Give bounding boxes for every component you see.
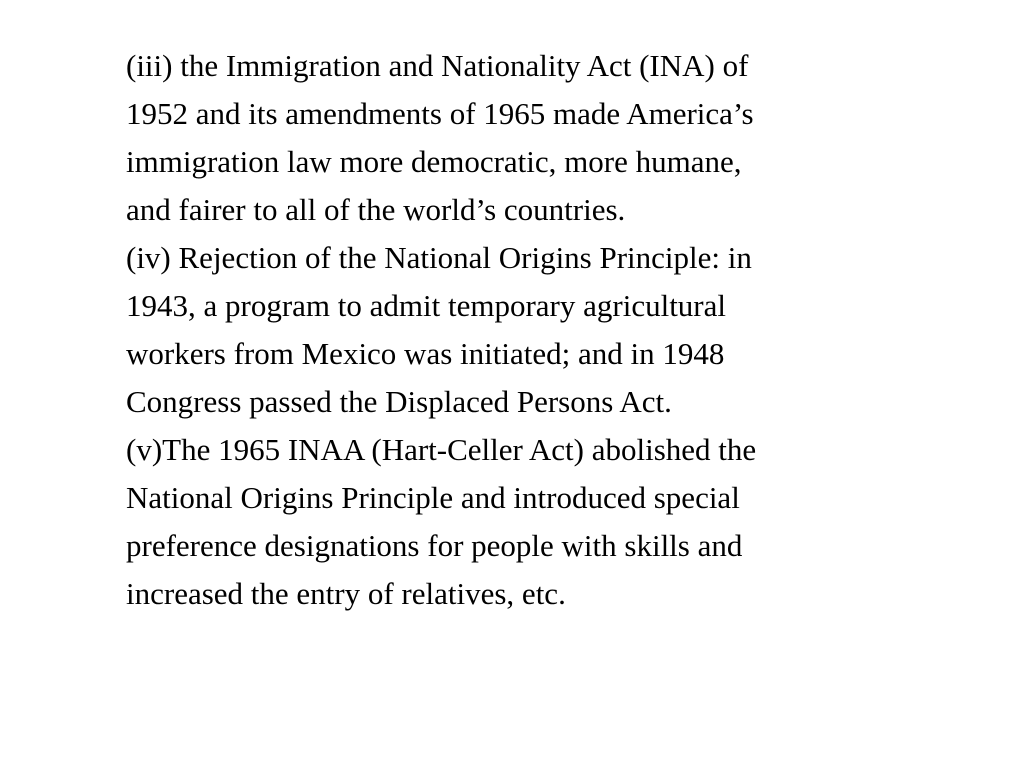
slide-body (126, 42, 956, 618)
paragraph-iii: (iii) the Immigration and Nationality Act (INA) of 1952 and its amendments of 1965 made America’s immigration law more democratic, more humane, and fairer to all of the world’s countries. (126, 48, 754, 227)
paragraph-v: (v)The 1965 INAA (Hart-Celler Act) abolished the National Origins Principle and introduced special preference designations for people with skills and increased the entry of relatives, etc. (126, 432, 757, 611)
paragraph-iv: (iv) Rejection of the National Origins Principle: in 1943, a program to admit temporary agricultural workers from Mexico was initiated; and in 1948 Congress passed the Displaced Persons Act. (126, 240, 752, 419)
